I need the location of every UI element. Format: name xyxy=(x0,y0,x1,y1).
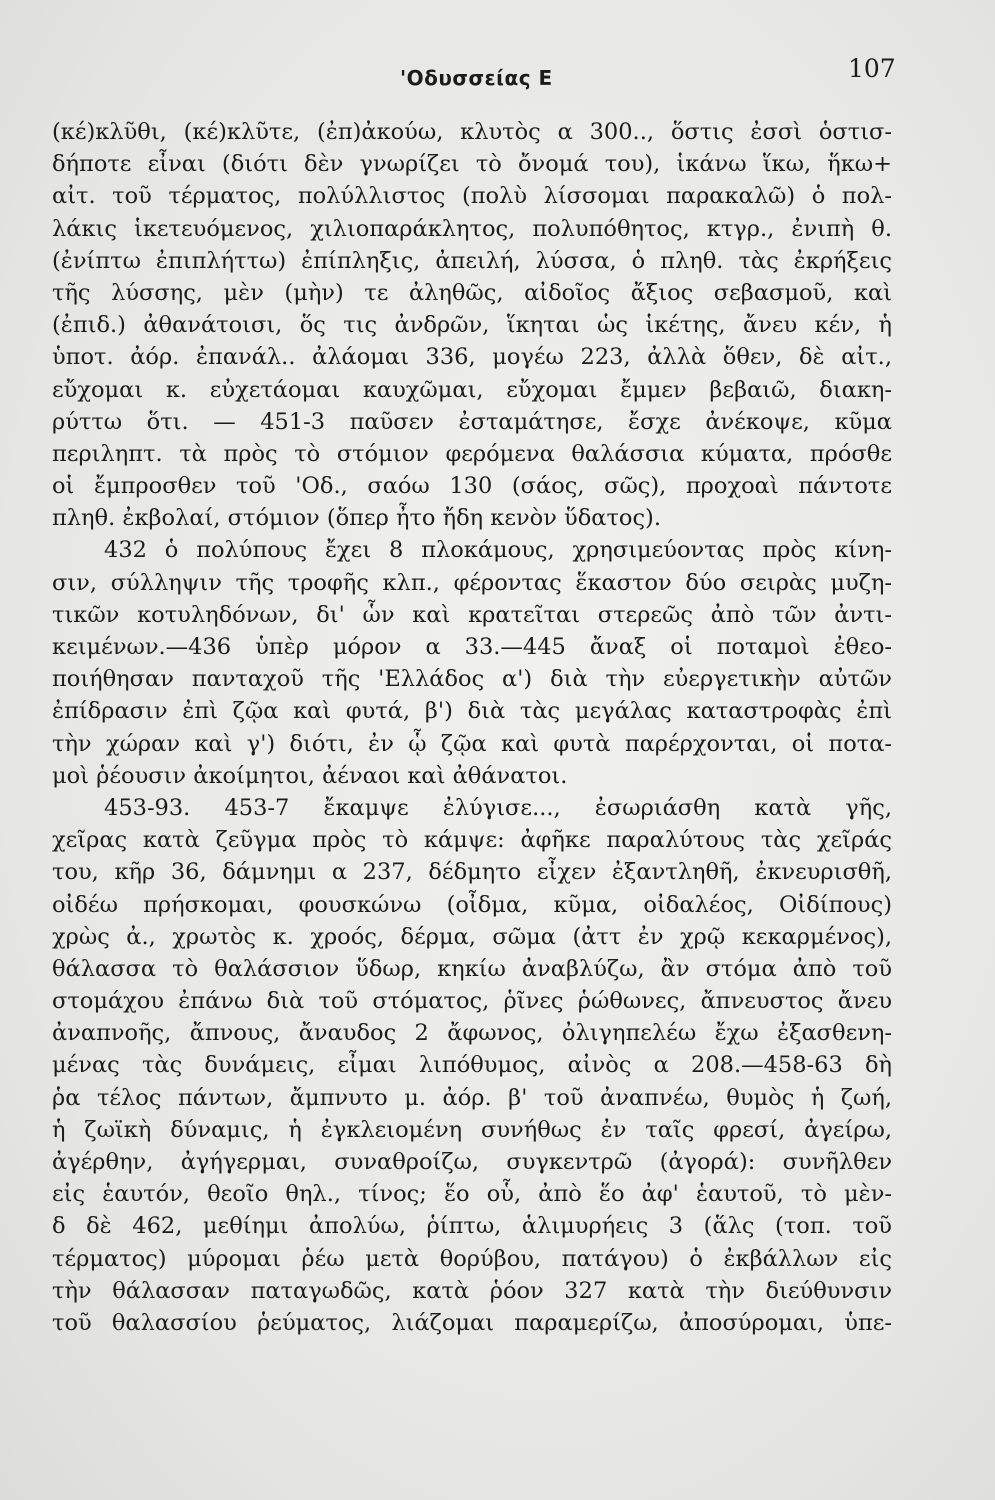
text-line: τοῦ θαλασσίου ῥεύματος, λιάζομαι παραμερίζω, ἀποσύρομαι, ὑπε- xyxy=(52,1309,892,1336)
text-line: αἰτ. τοῦ τέρματος, πολύλλιστος (πολὺ λίσσομαι παρακαλῶ) ὁ πολ- xyxy=(52,183,892,210)
text-line: (ἐνίπτω ἐπιπλήττω) ἐπίπληξις, ἀπειλή, λύσσα, ὁ πληθ. τὰς ἐκρήξεις xyxy=(52,247,892,274)
commentary-text xyxy=(52,116,892,1339)
page-header xyxy=(0,52,995,92)
page-number: 107 xyxy=(848,54,896,83)
text-line: οἱ ἔμπροσθεν τοῦ 'Οδ., σαόω 130 (σάος, σῶς), προχοαὶ πάντοτε xyxy=(52,473,892,500)
text-line: μοὶ ῥέουσιν ἀκοίμητοι, ἀέναοι καὶ ἀθάνατοι. xyxy=(52,762,568,789)
text-line: τὴν θάλασσαν παταγωδῶς, κατὰ ῥόον 327 κατὰ τὴν διεύθυνσιν xyxy=(52,1277,892,1304)
text-line: χρὼς ἀ., χρωτὸς κ. χροός, δέρμα, σῶμα (ἀττ ἐν χρῷ κεκαρμένος), xyxy=(52,923,892,950)
text-line: πληθ. ἐκβολαί, στόμιον (ὅπερ ἦτο ἤδη κενὸν ὕδατος). xyxy=(52,505,661,532)
text-line: τικῶν κοτυληδόνων, δι' ὧν καὶ κρατεῖται στερεῶς ἀπὸ τῶν ἀντι- xyxy=(52,601,892,628)
running-title: 'Οδυσσείας Ε xyxy=(400,66,553,90)
text-line: χεῖρας κατὰ ζεῦγμα πρὸς τὸ κάμψε: ἀφῆκε παραλύτους τὰς χεῖράς xyxy=(52,827,892,854)
text-line: μένας τὰς δυνάμεις, εἶμαι λιπόθυμος, αἰνὸς α 208.—458-63 δὴ xyxy=(52,1052,892,1079)
text-line: ἡ ζωϊκὴ δύναμις, ἡ ἐγκλειομένη συνήθως ἐν ταῖς φρεσί, ἀγείρω, xyxy=(52,1116,892,1143)
text-line: δ δὲ 462, μεθίημι ἀπολύω, ῥίπτω, ἁλιμυρήεις 3 (ἅλς (τοπ. τοῦ xyxy=(52,1213,892,1240)
text-line: του, κῆρ 36, δάμνημι α 237, δέδμητο εἶχεν ἐξαντληθῆ, ἐκνευρισθῆ, xyxy=(52,859,892,886)
text-line: ῥα τέλος πάντων, ἄμπνυτο μ. ἀόρ. β' τοῦ ἀναπνέω, θυμὸς ἡ ζωή, xyxy=(52,1084,892,1111)
text-line: εἰς ἑαυτόν, θεοῖο θηλ., τίνος; ἕο οὗ, ἀπὸ ἕο ἀφ' ἑαυτοῦ, τὸ μὲν- xyxy=(52,1181,892,1208)
text-line: στομάχου ἐπάνω διὰ τοῦ στόματος, ῥῖνες ῥώθωνες, ἄπνευστος ἄνευ xyxy=(52,988,892,1015)
paragraph-start-line: 432 ὁ πολύπους ἔχει 8 πλοκάμους, χρησιμεύοντας πρὸς κίνη- xyxy=(104,537,892,564)
text-line: ποιήθησαν πανταχοῦ τῆς 'Ελλάδος α') διὰ τὴν εὐεργετικὴν αὐτῶν xyxy=(52,666,892,693)
text-line: θάλασσα τὸ θαλάσσιον ὕδωρ, κηκίω ἀναβλύζω, ἂν στόμα ἀπὸ τοῦ xyxy=(52,955,892,982)
text-line: τὴν χώραν καὶ γ') διότι, ἐν ᾧ ζῷα καὶ φυτὰ παρέρχονται, οἱ ποτα- xyxy=(52,730,892,757)
text-line: τῆς λύσσης, μὲν (μὴν) τε ἀληθῶς, αἰδοῖος ἄξιος σεβασμοῦ, καὶ xyxy=(52,279,892,306)
text-line: ἀναπνοῆς, ἄπνους, ἄναυδος 2 ἄφωνος, ὀλιγηπελέω ἔχω ἐξασθενη- xyxy=(52,1020,892,1047)
text-line: τέρματος) μύρομαι ῥέω μετὰ θορύβου, πατάγου) ὁ ἐκβάλλων εἰς xyxy=(52,1245,892,1272)
text-line: ἀγέρθην, ἀγήγερμαι, συναθροίζω, συγκεντρῶ (ἀγορά): συνῆλθεν xyxy=(52,1149,892,1175)
text-line: ρύττω ὅτι. — 451-3 παῦσεν ἐσταμάτησε, ἔσχε ἀνέκοψε, κῦμα xyxy=(52,408,892,435)
text-line: ἐπίδρασιν ἐπὶ ζῷα καὶ φυτά, β') διὰ τὰς μεγάλας καταστροφὰς ἐπὶ xyxy=(52,698,892,725)
text-line: λάκις ἱκετευόμενος, χιλιοπαράκλητος, πολυπόθητος, κτγρ., ἐνιπὴ θ. xyxy=(52,215,892,242)
text-line: εὔχομαι κ. εὐχετάομαι καυχῶμαι, εὔχομαι ἔμμεν βεβαιῶ, διακη- xyxy=(52,376,892,403)
text-line: κειμένων.—436 ὑπὲρ μόρον α 33.—445 ἄναξ οἱ ποταμοὶ ἐθεο- xyxy=(52,634,892,660)
text-line: δήποτε εἶναι (διότι δὲν γνωρίζει τὸ ὄνομά του), ἱκάνω ἵκω, ἥκω+ xyxy=(52,151,892,178)
text-line: (ἐπιδ.) ἀθανάτοισι, ὅς τις ἀνδρῶν, ἵκηται ὡς ἱκέτης, ἄνευ κέν, ἡ xyxy=(52,312,892,339)
text-line: ὑποτ. ἀόρ. ἐπανάλ.. ἀλάομαι 336, μογέω 223, ἀλλὰ ὅθεν, δὲ αἰτ., xyxy=(52,344,892,371)
text-line: σιν, σύλληψιν τῆς τροφῆς κλπ., φέροντας ἕκαστον δύο σειρὰς μυζη- xyxy=(52,569,892,596)
section-start-line: 453-93. 453-7 ἔκαμψε ἐλύγισε..., ἐσωριάσθη κατὰ γῆς, xyxy=(104,794,892,821)
text-line: οἰδέω πρήσκομαι, φουσκώνω (οἶδμα, κῦμα, οἰδαλέος, Οἰδίπους) xyxy=(52,891,892,918)
text-line: (κέ)κλῦθι, (κέ)κλῦτε, (ἐπ)ἀκούω, κλυτὸς α 300.., ὅστις ἐσσὶ ὁστισ- xyxy=(52,119,892,145)
text-line: περιληπτ. τὰ πρὸς τὸ στόμιον φερόμενα θαλάσσια κύματα, πρόσθε xyxy=(52,440,892,467)
